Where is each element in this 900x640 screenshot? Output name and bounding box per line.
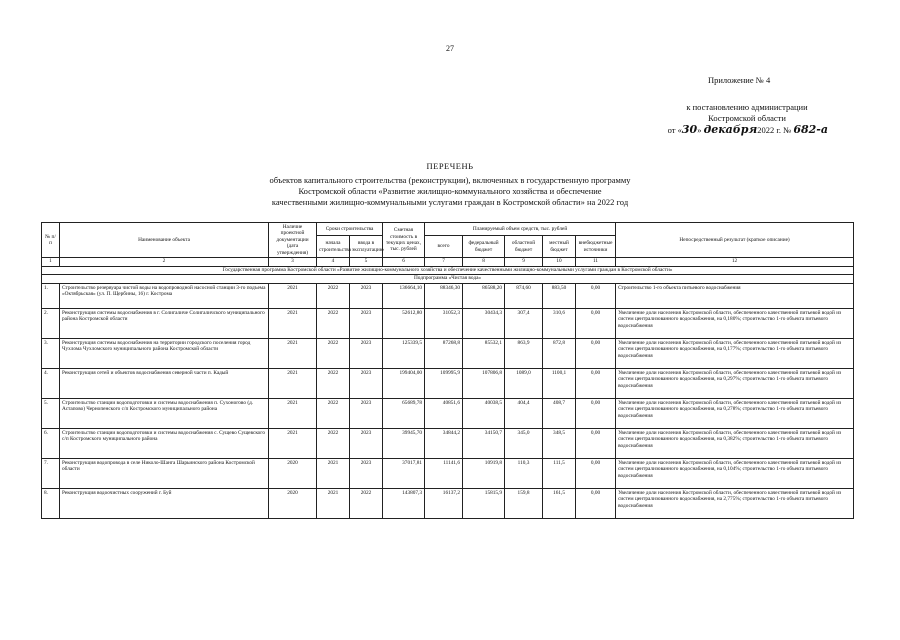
- table-row: [42, 338, 854, 368]
- row-num: 8.: [42, 488, 60, 518]
- row-regional: 1089,0: [505, 368, 543, 398]
- document-title: [120, 161, 780, 208]
- row-cost: 52612,80: [383, 308, 425, 338]
- header-local: местный бюджет: [543, 236, 576, 258]
- row-name: Реконструкция системы водоснабжения в г. Солигаличе Солигаличского муниципального района Костромской области: [60, 308, 269, 338]
- index-cell: 5: [350, 258, 383, 267]
- row-regional: 110,3: [505, 458, 543, 488]
- row-cost: 199404,00: [383, 368, 425, 398]
- handwritten-number: 682-а: [793, 123, 828, 136]
- row-local: 883,50: [543, 283, 576, 308]
- header-result: Непосредственный результат (краткое описание): [616, 223, 854, 258]
- title-line-3: качественными жилищно-коммунальными услугами граждан в Костромской области» на 2022 год: [271, 197, 629, 207]
- decree-line-1: к постановлению администрации: [686, 102, 808, 112]
- header-terms: Сроки строительства: [317, 223, 383, 236]
- row-federal: 30434,3: [463, 308, 505, 338]
- row-federal: 85532,1: [463, 338, 505, 368]
- row-start: 2021: [317, 458, 350, 488]
- handwritten-day: 30: [681, 123, 698, 136]
- row-federal: 34150,7: [463, 428, 505, 458]
- row-commission: 2023: [350, 368, 383, 398]
- row-docs: 2020: [269, 488, 317, 518]
- row-result: Увеличение доли населения Костромской области, обеспеченного качественной питьевой водой из систем централизованного водоснабжения, на 0,177%; строительство 1-го объекта питьевого водоснабжения: [616, 338, 854, 368]
- row-federal: 10919,8: [463, 458, 505, 488]
- row-docs: 2021: [269, 368, 317, 398]
- row-commission: 2023: [350, 428, 383, 458]
- row-result: Увеличение доли населения Костромской области, обеспеченного качественной питьевой водой из систем централизованного водоснабжения, на 0,297%; строительство 1-го объекта питьевого водоснабжения: [616, 368, 854, 398]
- row-start: 2022: [317, 398, 350, 428]
- appendix-label: Приложение № 4: [708, 75, 771, 85]
- index-cell: 7: [425, 258, 463, 267]
- header-start: начала строительства: [317, 236, 350, 258]
- row-cost: 65689,78: [383, 398, 425, 428]
- index-cell: 6: [383, 258, 425, 267]
- index-cell: 3: [269, 258, 317, 267]
- subprogram-title: Подпрограмма «Чистая вода»: [42, 275, 854, 284]
- index-cell: 4: [317, 258, 350, 267]
- row-commission: 2023: [350, 398, 383, 428]
- row-num: 6.: [42, 428, 60, 458]
- row-docs: 2021: [269, 283, 317, 308]
- decree-reference: [652, 102, 842, 136]
- row-commission: 2023: [350, 283, 383, 308]
- row-docs: 2021: [269, 308, 317, 338]
- row-start: 2022: [317, 368, 350, 398]
- row-regional: 874,60: [505, 283, 543, 308]
- row-start: 2022: [317, 283, 350, 308]
- row-result: Увеличение доли населения Костромской области, обеспеченного качественной питьевой водой из систем централизованного водоснабжения, на 2,775%; строительство 1-го объекта питьевого водоснабжения: [616, 488, 854, 518]
- handwritten-month: декабря: [703, 123, 758, 136]
- row-total: 88346,30: [425, 283, 463, 308]
- row-result: Строительство 1-го объекта питьевого водоснабжения: [616, 283, 854, 308]
- row-total: 11141,6: [425, 458, 463, 488]
- row-docs: 2021: [269, 398, 317, 428]
- table-row: [42, 488, 854, 518]
- row-extra: 0,00: [576, 458, 616, 488]
- title-line-2: Костромской области «Развитие жилищно-коммунального хозяйства и обеспечение: [298, 186, 602, 196]
- header-num: № п/п: [42, 223, 60, 258]
- row-start: 2022: [317, 308, 350, 338]
- row-extra: 0,00: [576, 428, 616, 458]
- decree-year: 2022 г. №: [757, 125, 794, 135]
- row-result: Увеличение доли населения Костромской области, обеспеченного качественной питьевой водой из систем централизованного водоснабжения, на 0,180%; строительство 1-го объекта питьевого водоснабжения: [616, 308, 854, 338]
- page-number: 27: [446, 44, 454, 53]
- row-extra: 0,00: [576, 398, 616, 428]
- row-extra: 0,00: [576, 368, 616, 398]
- header-planned: Планируемый объем средств, тыс. рублей: [425, 223, 616, 236]
- subprogram-row: [42, 275, 854, 284]
- index-cell: 2: [60, 258, 269, 267]
- row-commission: 2023: [350, 308, 383, 338]
- row-cost: 136664,10: [383, 283, 425, 308]
- row-start: 2022: [317, 338, 350, 368]
- row-extra: 0,00: [576, 308, 616, 338]
- index-cell: 11: [576, 258, 616, 267]
- row-total: 16137,2: [425, 488, 463, 518]
- index-cell: 1: [42, 258, 60, 267]
- row-cost: 37017,81: [383, 458, 425, 488]
- header-total: всего: [425, 236, 463, 258]
- row-total: 87268,8: [425, 338, 463, 368]
- table-row: [42, 368, 854, 398]
- table-row: [42, 283, 854, 308]
- column-index-row: [42, 258, 854, 267]
- row-name: Реконструкция водопровода в селе Николо-Шанга Шарьинского района Костромской области: [60, 458, 269, 488]
- row-local: 161,5: [543, 488, 576, 518]
- row-name: Строительство станции водоподготовки и системы водоснабжения п. Сухоногово (д. Астапово) Чернопенского с/п Костромского муниципального района: [60, 398, 269, 428]
- row-regional: 345,0: [505, 428, 543, 458]
- index-cell: 12: [616, 258, 854, 267]
- header-extra: внебюджетные источники: [576, 236, 616, 258]
- row-commission: 2023: [350, 338, 383, 368]
- table-row: [42, 428, 854, 458]
- decree-line-2: Костромской области: [708, 113, 786, 123]
- table-row: [42, 308, 854, 338]
- program-row: [42, 266, 854, 275]
- row-start: 2021: [317, 488, 350, 518]
- row-cost: 39945,70: [383, 428, 425, 458]
- header-commission: ввода в эксплуатацию: [350, 236, 383, 258]
- row-name: Реконструкция сетей и объектов водоснабжения северной части п. Кадый: [60, 368, 269, 398]
- title-line-1: объектов капитального строительства (реконструкции), включенных в государственную программу: [269, 175, 631, 185]
- title-heading: ПЕРЕЧЕНЬ: [426, 161, 474, 171]
- table-row: [42, 458, 854, 488]
- row-regional: 307,4: [505, 308, 543, 338]
- row-federal: 86588,20: [463, 283, 505, 308]
- header-cost: Сметная стоимость в текущих ценах, тыс. рублей: [383, 223, 425, 258]
- row-cost: 125339,5: [383, 338, 425, 368]
- table-row: [42, 398, 854, 428]
- decree-date-prefix: от «: [667, 125, 682, 135]
- row-result: Увеличение доли населения Костромской области, обеспеченного качественной питьевой водой из систем централизованного водоснабжения, на 0,278%; строительство 1-го объекта питьевого водоснабжения: [616, 398, 854, 428]
- row-local: 348,5: [543, 428, 576, 458]
- row-total: 34844,2: [425, 428, 463, 458]
- row-num: 4.: [42, 368, 60, 398]
- row-num: 2.: [42, 308, 60, 338]
- index-cell: 8: [463, 258, 505, 267]
- row-extra: 0,00: [576, 488, 616, 518]
- row-total: 109995,9: [425, 368, 463, 398]
- row-name: Строительство станции водоподготовки и системы водоснабжения с. Сущево Сущевского с/п Костромского муниципального района: [60, 428, 269, 458]
- row-result: Увеличение доли населения Костромской области, обеспеченного качественной питьевой водой из систем централизованного водоснабжения, на 0,382%; строительство 1-го объекта питьевого водоснабжения: [616, 428, 854, 458]
- decree-date-mid: »: [697, 125, 704, 135]
- row-regional: 159,8: [505, 488, 543, 518]
- row-total: 40851,6: [425, 398, 463, 428]
- row-cost: 143807,3: [383, 488, 425, 518]
- row-extra: 0,00: [576, 283, 616, 308]
- objects-table: [41, 222, 854, 519]
- row-docs: 2020: [269, 458, 317, 488]
- row-regional: 404,4: [505, 398, 543, 428]
- row-federal: 15815,9: [463, 488, 505, 518]
- row-name: Реконструкция системы водоснабжения на территории городского поселения город Чухлома Чухломского муниципального района Костромской области: [60, 338, 269, 368]
- row-docs: 2021: [269, 428, 317, 458]
- decree-date-number: [652, 124, 842, 136]
- row-local: 408,7: [543, 398, 576, 428]
- header-docs: Наличие проектной документации (дата утверждения): [269, 223, 317, 258]
- row-local: 111,5: [543, 458, 576, 488]
- header-federal: федеральный бюджет: [463, 236, 505, 258]
- header-name: Наименование объекта: [60, 223, 269, 258]
- row-local: 1100,1: [543, 368, 576, 398]
- row-local: 872,8: [543, 338, 576, 368]
- header-row-1: [42, 223, 854, 236]
- row-docs: 2021: [269, 338, 317, 368]
- row-commission: 2022: [350, 488, 383, 518]
- row-num: 1.: [42, 283, 60, 308]
- row-regional: 863,9: [505, 338, 543, 368]
- row-extra: 0,00: [576, 338, 616, 368]
- index-cell: 9: [505, 258, 543, 267]
- program-title: Государственная программа Костромской области «Развитие жилищно-коммунального хозяйства и обеспечение качественными жилищно-коммунальными услугами граждан в Костромской области»: [42, 266, 854, 275]
- row-total: 31052,3: [425, 308, 463, 338]
- row-name: Строительство резервуара чистой воды на водопроводной насосной станции 3-го подъема «Октябрьская» (ул. П. Щербины, 16) г. Кострома: [60, 283, 269, 308]
- row-federal: 40038,5: [463, 398, 505, 428]
- row-result: Увеличение доли населения Костромской области, обеспеченного качественной питьевой водой из систем централизованного водоснабжения, на 0,104%; строительство 1-го объекта питьевого водоснабжения: [616, 458, 854, 488]
- row-federal: 107806,8: [463, 368, 505, 398]
- row-start: 2022: [317, 428, 350, 458]
- row-num: 3.: [42, 338, 60, 368]
- row-name: Реконструкция водоочистных сооружений г. Буй: [60, 488, 269, 518]
- row-num: 7.: [42, 458, 60, 488]
- header-regional: областной бюджет: [505, 236, 543, 258]
- index-cell: 10: [543, 258, 576, 267]
- row-num: 5.: [42, 398, 60, 428]
- row-commission: 2023: [350, 458, 383, 488]
- row-local: 310,6: [543, 308, 576, 338]
